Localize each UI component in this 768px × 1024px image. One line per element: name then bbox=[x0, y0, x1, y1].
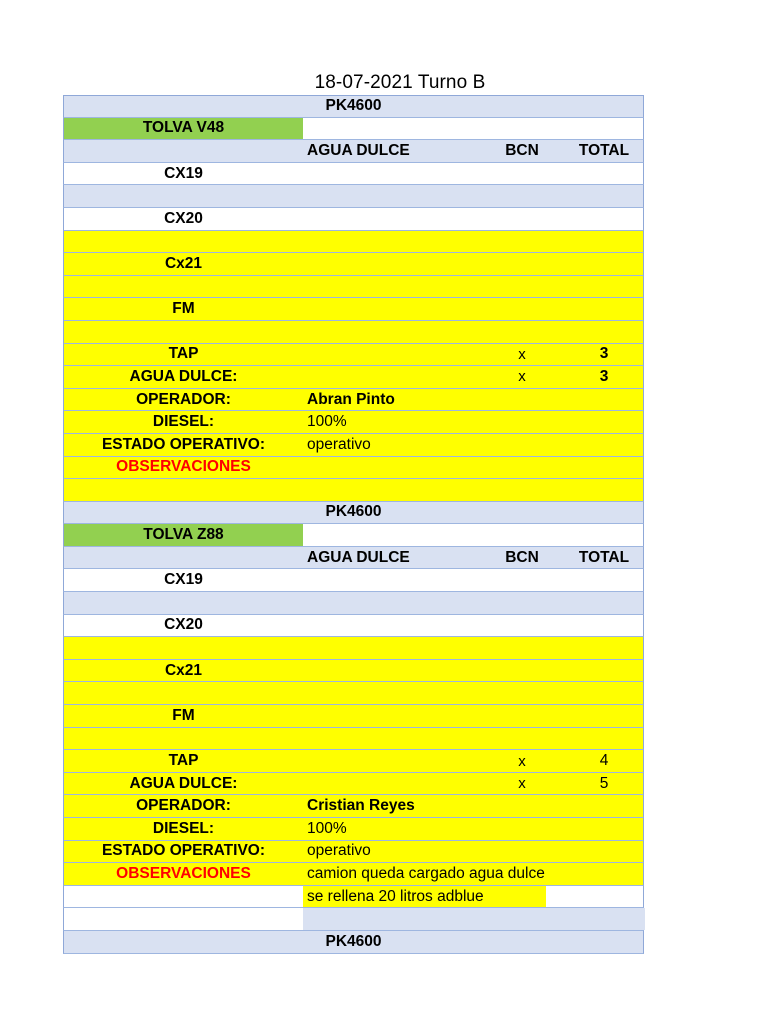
spacer-row bbox=[63, 276, 644, 299]
pk-label: PK4600 bbox=[325, 932, 382, 950]
document-title: 18-07-2021 Turno B bbox=[314, 72, 486, 93]
observaciones-row bbox=[63, 863, 644, 886]
diesel-label: DIESEL: bbox=[152, 413, 215, 431]
agua-dulce-label: AGUA DULCE: bbox=[129, 367, 238, 385]
item-row bbox=[63, 569, 644, 592]
spacer-row bbox=[63, 479, 644, 502]
agua-dulce-row bbox=[63, 366, 644, 389]
pk-row bbox=[63, 95, 644, 118]
estado-row bbox=[63, 841, 644, 864]
diesel-row bbox=[63, 411, 644, 434]
pk-row bbox=[63, 931, 644, 954]
item-row bbox=[63, 615, 644, 638]
spacer-row bbox=[63, 908, 644, 931]
tolva-label: TOLVA Z88 bbox=[64, 524, 303, 546]
item-row bbox=[63, 660, 644, 683]
tolva-label: TOLVA V48 bbox=[64, 118, 303, 140]
observaciones-row bbox=[63, 457, 644, 480]
item-label: Cx21 bbox=[164, 254, 203, 272]
item-label: CX20 bbox=[164, 209, 203, 227]
tap-label: TAP bbox=[168, 752, 199, 770]
diesel-label: DIESEL: bbox=[152, 819, 215, 837]
extra-note: se rellena 20 litros adblue bbox=[303, 886, 546, 908]
tolva-row bbox=[63, 118, 644, 141]
pk-label: PK4600 bbox=[325, 97, 382, 115]
estado-row bbox=[63, 434, 644, 457]
tap-row bbox=[63, 750, 644, 773]
agua-dulce-label: AGUA DULCE: bbox=[129, 774, 238, 792]
column-header-row bbox=[63, 547, 644, 570]
note-row bbox=[63, 886, 644, 909]
spacer-row bbox=[63, 682, 644, 705]
diesel-value: 100% bbox=[307, 819, 347, 837]
operador-label: OPERADOR: bbox=[136, 797, 231, 815]
tap-total: 3 bbox=[599, 345, 609, 363]
estado-label: ESTADO OPERATIVO: bbox=[101, 842, 266, 860]
header-total: TOTAL bbox=[578, 141, 630, 159]
tap-total: 4 bbox=[599, 752, 609, 770]
spacer-row bbox=[63, 637, 644, 660]
tap-bcn: x bbox=[518, 345, 526, 363]
item-row bbox=[63, 705, 644, 728]
operador-row bbox=[63, 389, 644, 412]
spacer-row bbox=[63, 592, 644, 615]
header-bcn: BCN bbox=[505, 141, 539, 159]
header-total: TOTAL bbox=[578, 548, 630, 566]
item-row bbox=[63, 208, 644, 231]
estado-value: operativo bbox=[307, 842, 371, 860]
agua-dulce-total: 3 bbox=[599, 367, 609, 385]
item-label: CX20 bbox=[164, 616, 203, 634]
tap-label: TAP bbox=[168, 345, 199, 363]
item-label: Cx21 bbox=[164, 661, 203, 679]
spacer-cell bbox=[303, 908, 645, 930]
spacer-row bbox=[63, 185, 644, 208]
column-header-row bbox=[63, 140, 644, 163]
operador-value: Cristian Reyes bbox=[307, 797, 415, 815]
operador-row bbox=[63, 795, 644, 818]
agua-dulce-bcn: x bbox=[518, 368, 526, 386]
item-label: CX19 bbox=[164, 164, 203, 182]
item-label: FM bbox=[172, 706, 195, 724]
tolva-row bbox=[63, 524, 644, 547]
agua-dulce-total: 5 bbox=[599, 774, 609, 792]
item-label: CX19 bbox=[164, 571, 203, 589]
diesel-row bbox=[63, 818, 644, 841]
spreadsheet bbox=[63, 95, 644, 954]
item-row bbox=[63, 163, 644, 186]
header-bcn: BCN bbox=[505, 548, 539, 566]
spacer-row bbox=[63, 321, 644, 344]
estado-label: ESTADO OPERATIVO: bbox=[101, 435, 266, 453]
header-agua-dulce: AGUA DULCE bbox=[307, 548, 410, 566]
diesel-value: 100% bbox=[307, 413, 347, 431]
operador-value: Abran Pinto bbox=[307, 390, 395, 408]
agua-dulce-bcn: x bbox=[518, 775, 526, 793]
agua-dulce-row bbox=[63, 773, 644, 796]
pk-label: PK4600 bbox=[325, 503, 382, 521]
observaciones-label: OBSERVACIONES bbox=[116, 458, 251, 476]
spacer-row bbox=[63, 728, 644, 751]
item-row bbox=[63, 253, 644, 276]
spacer-row bbox=[63, 231, 644, 254]
pk-row bbox=[63, 502, 644, 525]
estado-value: operativo bbox=[307, 435, 371, 453]
observaciones-label: OBSERVACIONES bbox=[116, 864, 251, 882]
operador-label: OPERADOR: bbox=[136, 390, 231, 408]
header-agua-dulce: AGUA DULCE bbox=[307, 141, 410, 159]
item-row bbox=[63, 298, 644, 321]
observaciones-value: camion queda cargado agua dulce bbox=[307, 864, 545, 882]
observaciones-value bbox=[303, 457, 481, 479]
tap-bcn: x bbox=[518, 752, 526, 770]
item-label: FM bbox=[172, 300, 195, 318]
tap-row bbox=[63, 344, 644, 367]
